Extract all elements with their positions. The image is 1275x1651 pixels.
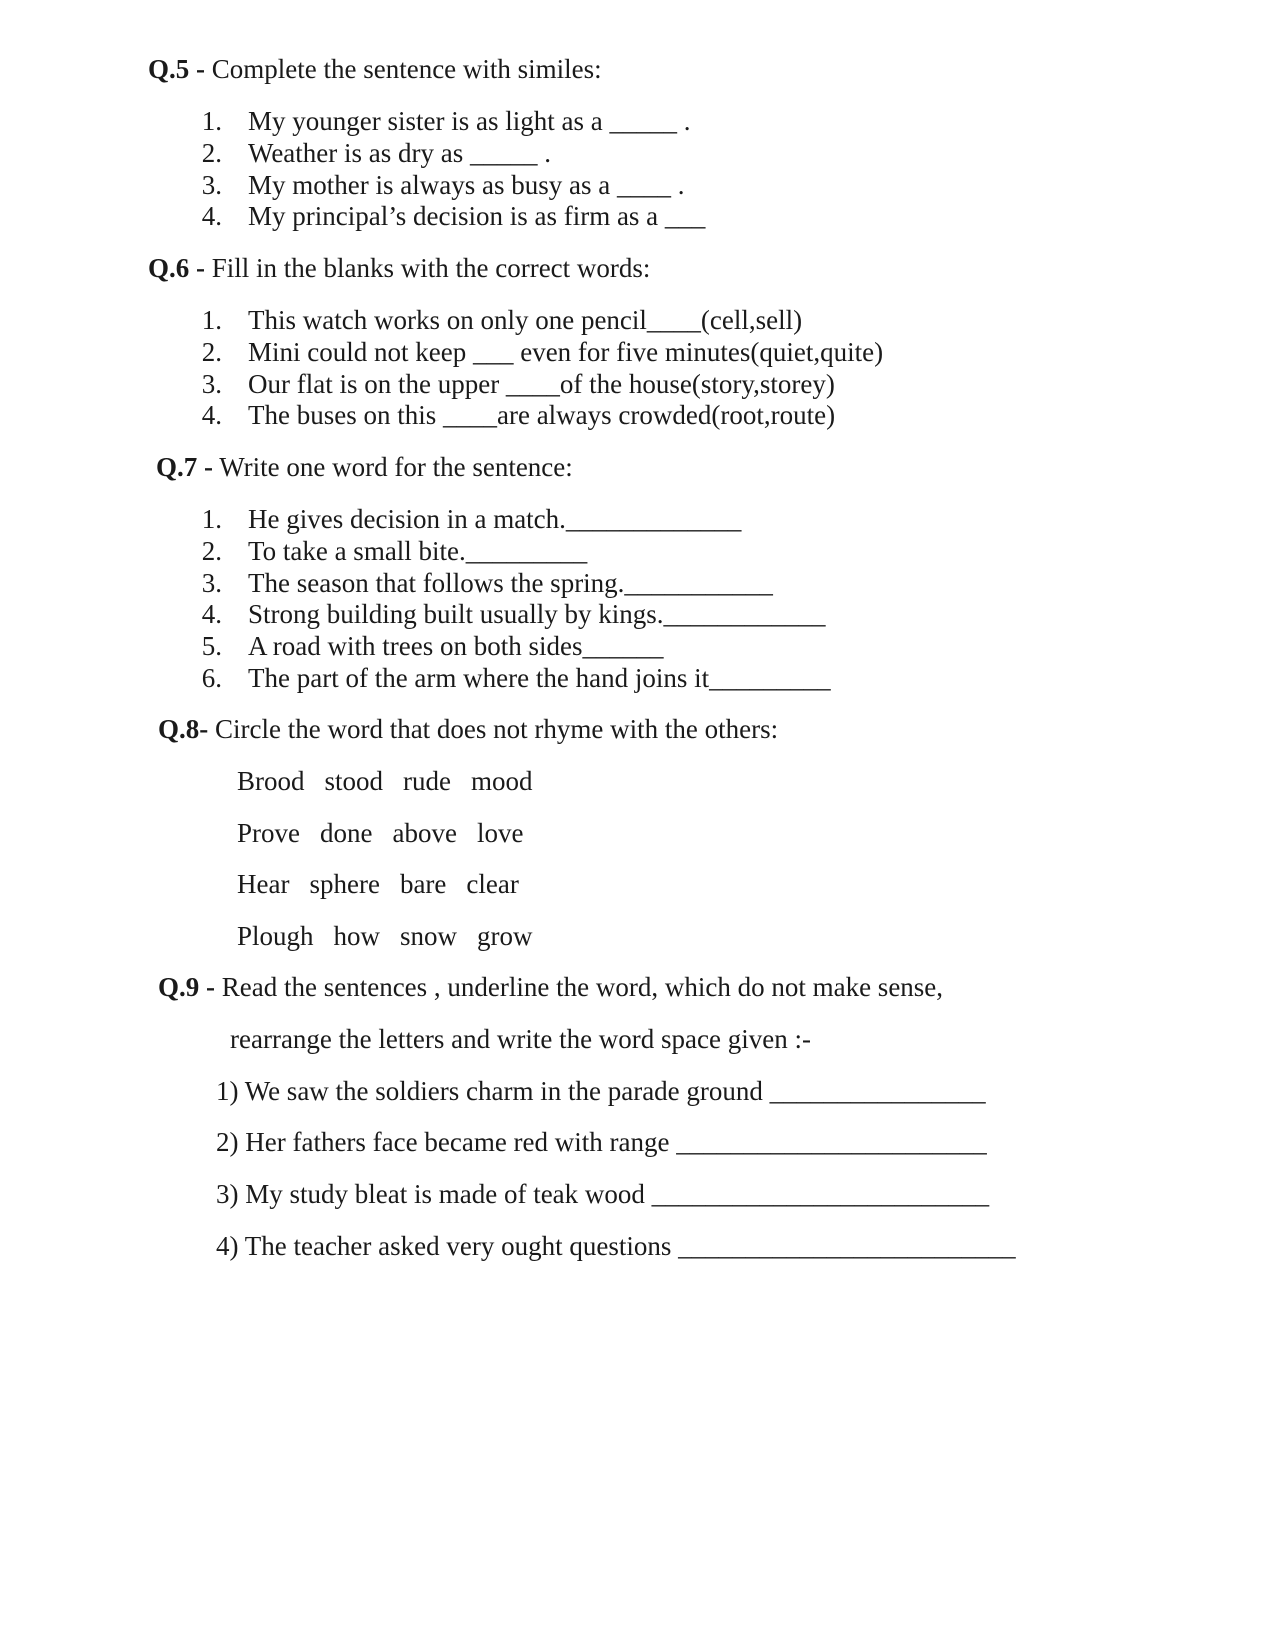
rhyme-word[interactable]: bare — [399, 869, 447, 899]
item-text: My mother is always as busy as a ____ . — [248, 170, 685, 200]
rhyme-word[interactable]: grow — [477, 921, 533, 951]
item-number: 3. — [201, 170, 222, 200]
q8-heading — [158, 714, 778, 745]
item-text: A road with trees on both sides______ — [248, 631, 664, 661]
rhyme-word[interactable]: snow — [400, 921, 458, 951]
rhyme-word[interactable]: Brood — [237, 766, 305, 796]
q9-text: Read the sentences , underline the word, which do not make sense, — [215, 972, 944, 1002]
q7-label: Q.7 - — [156, 452, 213, 482]
rhyme-word[interactable]: done — [320, 818, 373, 848]
q8-label: Q.8- — [158, 714, 209, 744]
rhyme-word[interactable]: rude — [403, 766, 451, 796]
item-number: 1. — [201, 305, 222, 335]
item-number: 1. — [201, 504, 222, 534]
item-number: 3. — [201, 369, 222, 399]
rhyme-row — [237, 766, 553, 797]
item-text: This watch works on only one pencil____(cell,sell) — [248, 305, 803, 335]
item-number: 4. — [201, 201, 222, 231]
rhyme-row — [237, 818, 543, 849]
rhyme-word[interactable]: stood — [324, 766, 384, 796]
q9-item: 3) My study bleat is made of teak wood _________________________ — [216, 1179, 990, 1209]
item-number: 2. — [201, 138, 222, 168]
item-text: The season that follows the spring.___________ — [248, 568, 773, 598]
q5-label: Q.5 - — [148, 54, 205, 84]
q5-heading — [148, 54, 602, 85]
item-text: Strong building built usually by kings.____________ — [248, 599, 826, 629]
rhyme-row — [237, 921, 553, 952]
rhyme-word[interactable]: how — [333, 921, 381, 951]
q6-text: Fill in the blanks with the correct words: — [205, 253, 651, 283]
q9-text-continued: rearrange the letters and write the word space given :- — [230, 1024, 811, 1054]
rhyme-row — [237, 869, 539, 900]
item-number: 6. — [201, 663, 222, 693]
q5-text: Complete the sentence with similes: — [205, 54, 602, 84]
item-text: Our flat is on the upper ____of the house(story,storey) — [248, 369, 835, 399]
rhyme-word[interactable]: Plough — [237, 921, 314, 951]
q9-item: 4) The teacher asked very ought questions _________________________ — [216, 1231, 1016, 1261]
item-number: 3. — [201, 568, 222, 598]
rhyme-word[interactable]: Prove — [237, 818, 300, 848]
q9-label: Q.9 - — [158, 972, 215, 1002]
q7-heading — [156, 452, 573, 483]
item-number: 4. — [201, 599, 222, 629]
q6-heading — [148, 253, 650, 284]
q9-item: 1) We saw the soldiers charm in the parade ground ________________ — [216, 1076, 986, 1106]
item-text: My younger sister is as light as a _____ . — [248, 106, 691, 136]
q9-item: 2) Her fathers face became red with range _______________________ — [216, 1127, 987, 1157]
rhyme-word[interactable]: clear — [466, 869, 519, 899]
q7-text: Write one word for the sentence: — [213, 452, 573, 482]
rhyme-word[interactable]: Hear — [237, 869, 290, 899]
rhyme-word[interactable]: love — [476, 818, 524, 848]
item-text: He gives decision in a match._____________ — [248, 504, 742, 534]
item-number: 4. — [201, 400, 222, 430]
item-text: The buses on this ____are always crowded(root,route) — [248, 400, 836, 430]
rhyme-word[interactable]: mood — [471, 766, 533, 796]
item-text: Mini could not keep ___ even for five minutes(quiet,quite) — [248, 337, 884, 367]
item-text: The part of the arm where the hand joins it_________ — [248, 663, 831, 693]
item-number: 5. — [201, 631, 222, 661]
rhyme-word[interactable]: above — [392, 818, 457, 848]
q6-label: Q.6 - — [148, 253, 205, 283]
q8-text: Circle the word that does not rhyme with the others: — [208, 714, 779, 744]
item-text: To take a small bite._________ — [248, 536, 588, 566]
rhyme-word[interactable]: sphere — [309, 869, 380, 899]
item-number: 2. — [201, 536, 222, 566]
item-number: 1. — [201, 106, 222, 136]
item-number: 2. — [201, 337, 222, 367]
item-text: Weather is as dry as _____ . — [248, 138, 551, 168]
q9-heading — [158, 972, 943, 1003]
item-text: My principal’s decision is as firm as a ___ — [248, 201, 706, 231]
